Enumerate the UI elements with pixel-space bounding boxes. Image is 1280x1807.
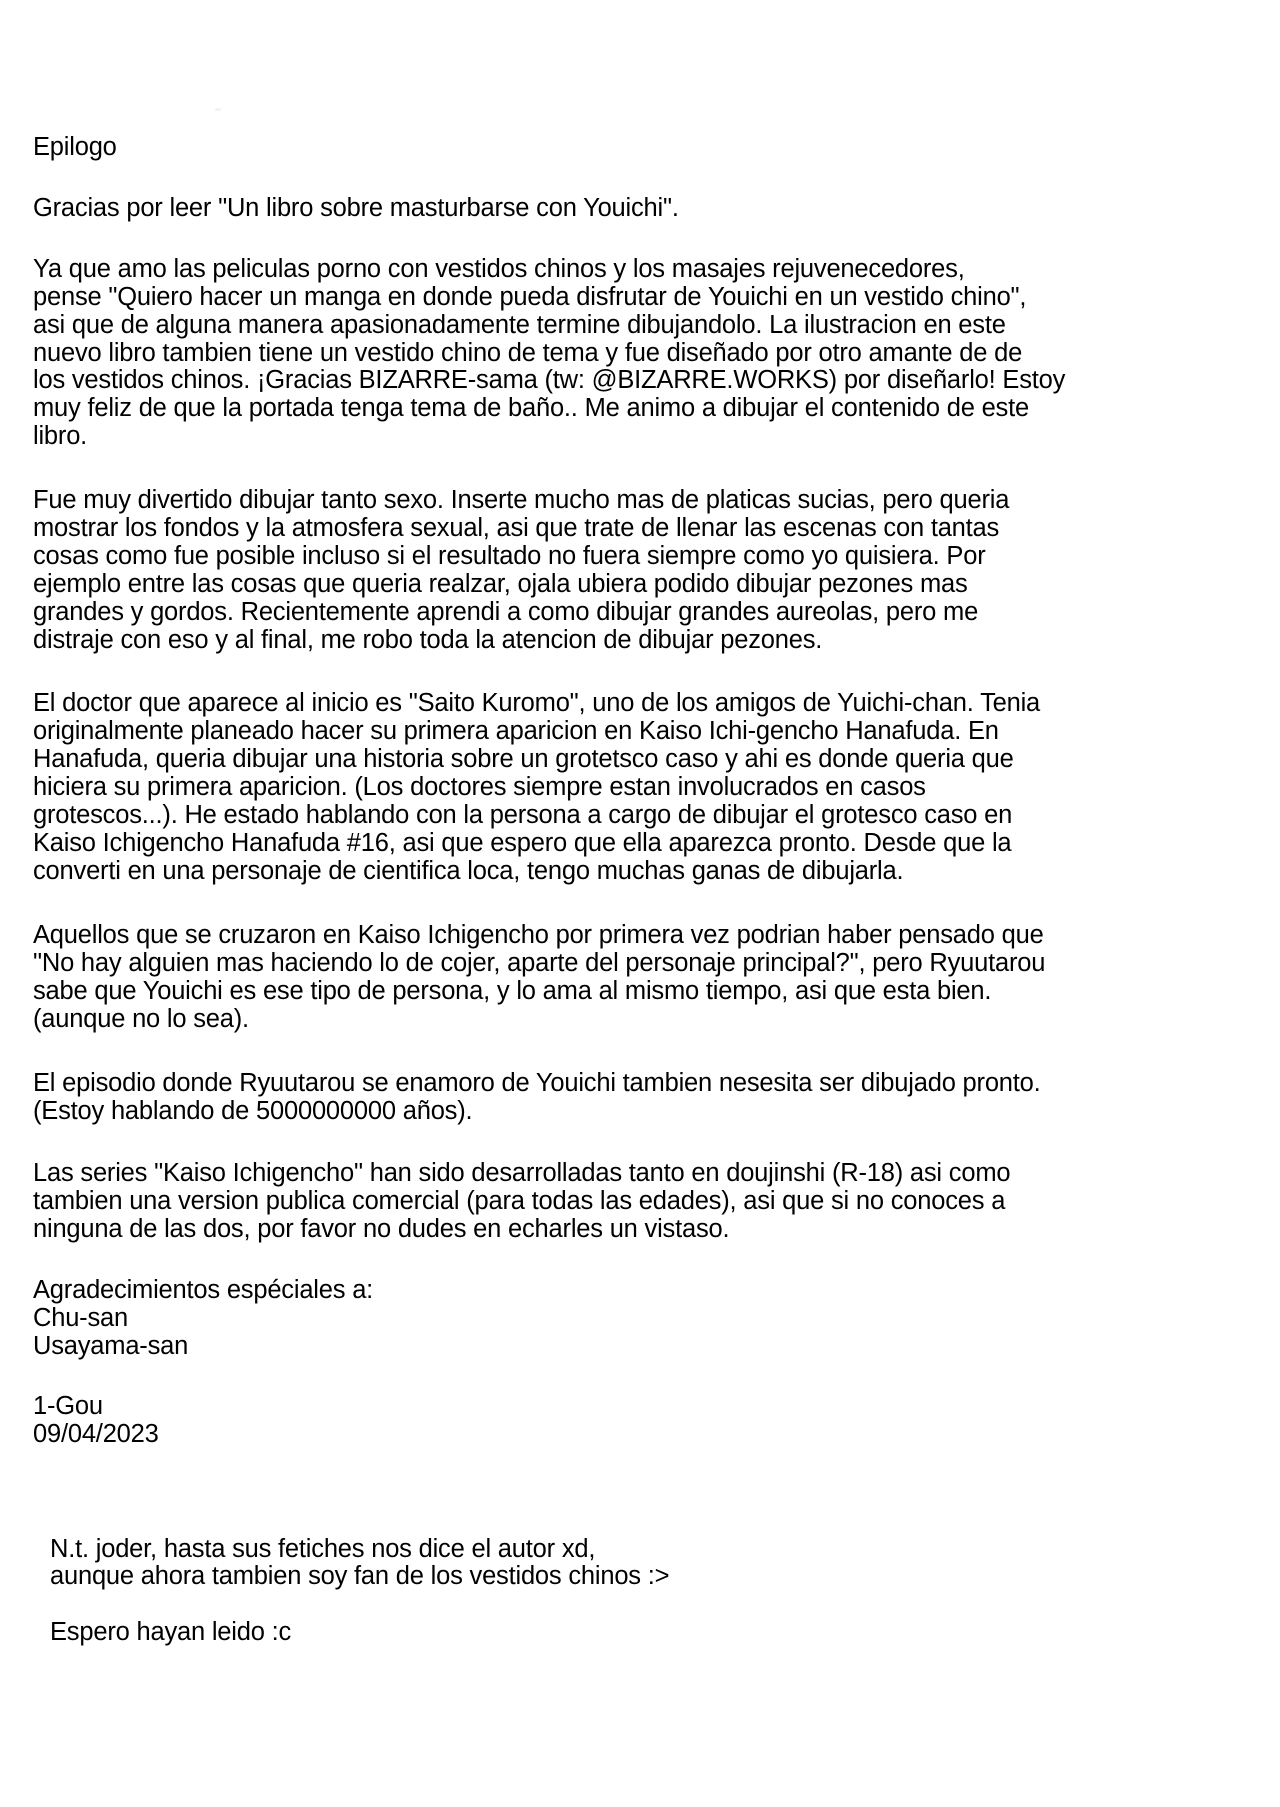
text-line: mostrar los fondos y la atmosfera sexual, asi que trate de llenar las escenas con tantas [33, 514, 1000, 542]
text-line: cosas como fue posible incluso si el resultado no fuera siempre como yo quisiera. Por [33, 542, 986, 570]
acknowledged-name: Usayama-san [33, 1332, 189, 1360]
text-line: El episodio donde Ryuutarou se enamoro de Youichi tambien nesesita ser dibujado pronto. [33, 1069, 1041, 1097]
text-line: distraje con eso y al final, me robo toda la atencion de dibujar pezones. [33, 626, 823, 654]
text-line: (aunque no lo sea). [33, 1005, 249, 1033]
text-line: ejemplo entre las cosas que queria realzar, ojala ubiera podido dibujar pezones mas [33, 570, 968, 598]
text-line: Aquellos que se cruzaron en Kaiso Ichigencho por primera vez podrian haber pensado que [33, 921, 1044, 949]
scan-speck [215, 108, 221, 111]
text-line: tambien una version publica comercial (para todas las edades), asi que si no conoces a [33, 1187, 1006, 1215]
thanks-line: Gracias por leer "Un libro sobre masturbarse con Youichi". [33, 194, 679, 222]
translator-note-line: aunque ahora tambien soy fan de los vestidos chinos :> [50, 1562, 670, 1590]
text-line: Hanafuda, queria dibujar una historia sobre un grotetsco caso y ahi es donde queria que [33, 745, 1014, 773]
translator-note-line: N.t. joder, hasta sus fetiches nos dice el autor xd, [50, 1535, 596, 1563]
text-line: originalmente planeado hacer su primera aparicion en Kaiso Ichi-gencho Hanafuda. En [33, 717, 999, 745]
text-line: El doctor que aparece al inicio es "Saito Kuromo", uno de los amigos de Yuichi-chan. Tenia [33, 689, 1041, 717]
text-line: nuevo libro tambien tiene un vestido chino de tema y fue diseñado por otro amante de de [33, 339, 1023, 367]
closing-line: Espero hayan leido :c [50, 1618, 292, 1646]
text-line: (Estoy hablando de 5000000000 años). [33, 1097, 473, 1125]
text-line: converti en una personaje de cientifica loca, tengo muchas ganas de dibujarla. [33, 857, 904, 885]
text-line: hiciera su primera aparicion. (Los doctores siempre estan involucrados en casos [33, 773, 926, 801]
text-line: Kaiso Ichigencho Hanafuda #16, asi que espero que ella aparezca pronto. Desde que la [33, 829, 1012, 857]
acknowledged-name: Chu-san [33, 1304, 128, 1332]
page-title: Epilogo [33, 133, 117, 161]
text-line: ninguna de las dos, por favor no dudes en echarles un vistaso. [33, 1215, 730, 1243]
text-line: Las series "Kaiso Ichigencho" han sido desarrolladas tanto en doujinshi (R-18) asi como [33, 1159, 1011, 1187]
text-line: libro. [33, 422, 88, 450]
text-line: Ya que amo las peliculas porno con vestidos chinos y los masajes rejuvenecedores, [33, 255, 965, 283]
text-line: pense "Quiero hacer un manga en donde pueda disfrutar de Youichi en un vestido chino", [33, 283, 1027, 311]
author-name: 1-Gou [33, 1392, 103, 1420]
text-line: sabe que Youichi es ese tipo de persona, y lo ama al mismo tiempo, asi que esta bien. [33, 977, 992, 1005]
signature-date: 09/04/2023 [33, 1420, 159, 1448]
text-line: "No hay alguien mas haciendo lo de cojer, aparte del personaje principal?", pero Ryuutarou [33, 949, 1046, 977]
text-line: muy feliz de que la portada tenga tema de baño.. Me animo a dibujar el contenido de este [33, 394, 1029, 422]
acknowledgements-heading: Agradecimientos espéciales a: [33, 1276, 374, 1304]
text-line: asi que de alguna manera apasionadamente termine dibujandolo. La ilustracion en este [33, 311, 1006, 339]
text-line: grandes y gordos. Recientemente aprendi a como dibujar grandes aureolas, pero me [33, 598, 979, 626]
text-line: grotescos...). He estado hablando con la persona a cargo de dibujar el grotesco caso en [33, 801, 1013, 829]
text-line: los vestidos chinos. ¡Gracias BIZARRE-sama (tw: @BIZARRE.WORKS) por diseñarlo! Estoy [33, 366, 1066, 394]
text-line: Fue muy divertido dibujar tanto sexo. Inserte mucho mas de platicas sucias, pero queria [33, 486, 1010, 514]
